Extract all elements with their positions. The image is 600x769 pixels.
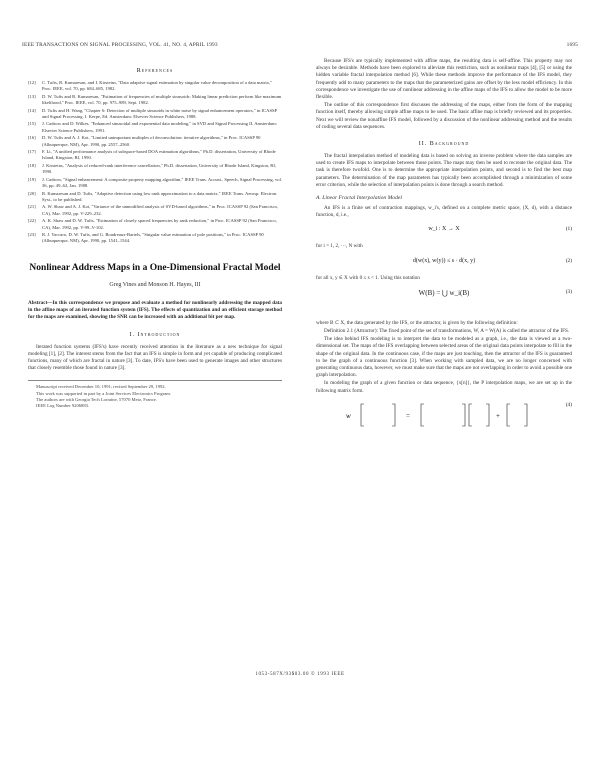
reference-text: D. W. Tufts and A. J. Kot, "Limited unimportant multiples of deconvolution: iterative algorithms," in Proc. ICASSP 90 (Albuquerque, NM), Apr. 1990, pp. 2557–2560. [42,135,261,147]
reference-text: C. Tufts, R. Kumaresan, and I. Kirsteins, "Data adaptive signal estimation by singular value decomposition of a data matrix," Proc. IEEE, vol. 70, pp. 684–685, 1982. [42,80,272,92]
reference-item [28,135,282,148]
issn-code: 1053-587X/93$03.00 © 1993 IEEE [255,672,345,677]
reference-number: [13] [28,93,36,99]
bracket-right [524,404,527,426]
body-paragraph: The outline of this correspondence first discusses the addressing of the maps, either from the form of the mapping function itself, thereby allowing simple affine maps to be used. The basic affine map is briefly reviewed and its properties. Next we will review the nonaffine IFS model, followed by a discussion of the nonlinear addressing method and the results of coding several data sequences. [316,102,572,130]
footnote-line: IEEE Log Number 9206883. [36,403,90,409]
reference-number: [21] [28,204,36,210]
article-title: Nonlinear Address Maps in a One-Dimensional Fractal Model [29,262,281,273]
reference-text: J. Cadzow, "Signal enhancement: A composite property mapping algorithm," IEEE Trans. Acoust., Speech, Signal Processing, vol. 36, pp. 49–62, Jan. 1988. [42,176,282,189]
reference-number: [16] [28,135,36,141]
journal-header: IEEE TRANSACTIONS ON SIGNAL PROCESSING, VOL. 41, NO. 4, APRIL 1993 [22,42,218,48]
references-list [28,80,282,245]
bracket-left [421,404,424,426]
body-paragraph: Because IFS's are typically implemented with affine maps, the resulting data is self-affine. This property may not always be desirable. Methods have been explored to alleviate this restriction, such as nonlinear maps [4], [5] or using the hidden variable fractal interpolation method [6]. While these methods improve the performance of the IFS model, they frequently add to many parameters to the maps that the parameterized gains are offset by the less model efficiency. In this correspondence we investigate the use of nonlinear addressing in the affine maps of the IFS to allow the model to be more flexible. [316,58,572,101]
reference-number: [22] [28,218,36,224]
introduction-paragraph: Iterated function systems (IFS's) have recently received attention in the literature as a new technique for signal modeling [1], [2]. The interest stems from the fact that an IFS is simple in form and yet capable of producing complicated functions, many of which are fractal in nature [3]. To date, IFS's have been used to generate images and other structures that closely resemble those found in nature [3]. [28,343,282,372]
abstract: Abstract—In this correspondence we propose and evaluate a method for nonlinearly addressing the mapped data in the affine maps of an iterated function system (IFS). The effects of quantization and an efficient storage method for the maps are examined, showing the SNR can be increased with an additional bit per map. [28,299,282,321]
definition-paragraph: Definition 2.1 (Attractor): The fixed point of the set of transformations, W, A = W(A) is called the attractor of the IFS. [324,328,570,335]
equation-text: for i = 1, 2, ···, N with [316,243,363,250]
reference-text: R. Kumaresan and D. Tufts, "Adaptive detection using low rank approximation to a data matrix," IEEE Trans. Aerosp. Electron. Syst., to be published. [42,190,278,202]
introduction-heading: I. Introduction [129,331,181,338]
running-head [22,42,578,48]
reference-item [28,232,282,245]
footnote-line: The authors are with Georgia Tech Lorraine, 57070 Metz, France. [36,397,157,403]
reference-number: [17] [28,149,36,155]
footnote-line: Manuscript received December 10, 1991; revised September 29, 1992. [36,384,166,390]
equation-2-body: d(w(x), w(y)) ≤ s · d(x, y) [412,257,476,264]
reference-text: R. J. Vaccaro, D. W. Tufts, and G. Boudreaux-Bartels, "Singular value estimation of pole positions," in Proc. ICASSP 90 (Albuquerque, NM), Apr. 1990, pp. 1541–1544. [42,231,264,244]
reference-text: A. W. Shaw and A. J. Kot, "Variance of the unmodified analysis of SVD-based algorithms," in Proc. ICASSP 92 (San Francisco, CA), Mar. 1992, pp. V-229–232. [42,204,279,216]
footnote [28,380,282,409]
bracket-left [361,404,364,426]
reference-number: [12] [28,80,36,85]
equation-3 [316,289,572,313]
equation-4 [316,402,572,428]
bracket-right [462,404,465,426]
equation-2-number: (2) [565,257,572,264]
equation-3-body: W(B) = ⋃ w_i(B) [418,288,470,297]
reference-item [28,108,282,121]
equation-text: for all x, y ∈ X with 0 ≤ s < 1. Using this notation [316,274,420,281]
references-heading: References [136,68,174,74]
equals-sign: = [406,411,410,420]
reference-number: [19] [28,176,36,182]
reference-number: [15] [28,121,36,127]
body-paragraph: In modeling the graph of a given function or data sequence, {x[n]}, the P interpolation maps, we are set up in the following matrix form. [316,380,572,394]
background-heading: II. Background [418,141,470,148]
reference-number: [20] [28,190,36,196]
reference-text: J. Cadzow and D. Wilkes, "Enhanced sinusoidal and exponential data modeling," in SVD and Signal Processing II. Amsterdam: Elsevier Science Publishers, 1991. [42,121,277,133]
equation-text: where B ⊂ X, the data generated by the IFS, or the attractor, is given by the following definition: [316,319,518,326]
equation-1 [316,226,572,236]
equation-3-number: (3) [565,288,572,295]
reference-item [28,218,282,231]
reference-item [28,149,282,162]
bracket-left [469,404,472,426]
right-column [316,58,572,435]
reference-item [28,177,282,190]
reference-item [28,121,282,134]
article-authors: Greg Vines and Monson H. Hayes, III [109,281,201,288]
reference-text: D. W. Tufts and R. Kumaresan, "Estimation of frequencies of multiple sinusoids: Making linear prediction perform like maximum likelihood," Proc. IEEE, vol. 70, pp. 975–989, Sept. 1982. [42,93,282,106]
equation-1-number: (1) [565,226,572,233]
reference-text: F. Li, "A unified performance analysis of subspace-based DOA estimation algorithms," Ph.D. dissertation, University of Rhode Island, Kingston, RI, 1990. [42,149,276,161]
bracket-right [392,404,395,426]
body-paragraph: The idea behind IFS modeling is to interpret the data to be modeled as a graph, i.e., the data is viewed as a two-dimensional set. The maps of the IFS overlapping between selected areas of the original data points interpolate to fill in the shape of the original data. In the continuous case, if the maps are just touching, then the attractor of the IFS is guaranteed to be the graph of a continuous function [3]. When working with sampled data, we are no longer concerned with generating continuous data, however, we must make sure that the maps are not overlapping in order to avoid a possible one graph interpolation. [316,336,572,379]
reference-text: D. Tufts and H. Wang, "Chapter 6: Detection of multiple sinusoids in white noise by signal enhancement operators," in ICASSP and Signal Processing. I. Kerpe, Ed. Amsterdam: Elsevier Science Publishers, 1988. [42,107,277,120]
reference-number: [14] [28,107,36,113]
background-paragraph: The fractal interpolation method of modeling data is based on solving an inverse problem where the data samples are used to create IFS maps to interpolate between those points. The maps may then be used to recreate the original data. The task is therefore twofold. One is to determine the appropriate interpolation points, and second is to find the best map parameters. The determination of the map parameters has typically been accomplished through a minimization of some error criterion, while the selection of interpolation points is done through a search method. [316,153,572,188]
reference-item [28,94,282,107]
reference-number: [23] [28,231,36,237]
subsection-heading: A. Linear Fractal Interpolation Model [316,195,402,202]
equation-1-body: w_i : X → X [428,226,460,233]
plus-sign: + [496,411,500,420]
page-number: 1695 [566,42,578,48]
reference-text: A. K. Shaw and D. W. Tufts, "Estimation of closely spaced frequencies by rank reduction," in Proc. ICASSP 92 (San Francisco, CA), Mar. 1992, pp. V-99–V-102. [42,218,277,230]
reference-item [28,163,282,176]
matrix-equation-graphic [344,402,544,428]
reference-item [28,204,282,217]
footnote-line: This work was supported in part by a Joint Services Electronics Program. [36,390,171,396]
reference-text: J. Kirsteins, "Analysis of reduced-rank interference cancellation," Ph.D. dissertation, University of Rhode Island, Kingston, RI, 1990. [42,162,277,175]
reference-item [28,80,282,93]
reference-item [28,191,282,204]
reference-number: [18] [28,162,36,168]
bracket-left [507,404,510,426]
bracket-right [486,404,489,426]
equation-4-number: (4) [565,401,572,408]
matrix-lhs: w [346,411,351,420]
equation-2 [316,258,572,268]
model-paragraph: An IFS is a finite set of contraction mappings, w_i's, defined on a complete metric space, (X, d), with a distance function, d, i.e., [316,205,572,219]
left-column [28,58,282,410]
